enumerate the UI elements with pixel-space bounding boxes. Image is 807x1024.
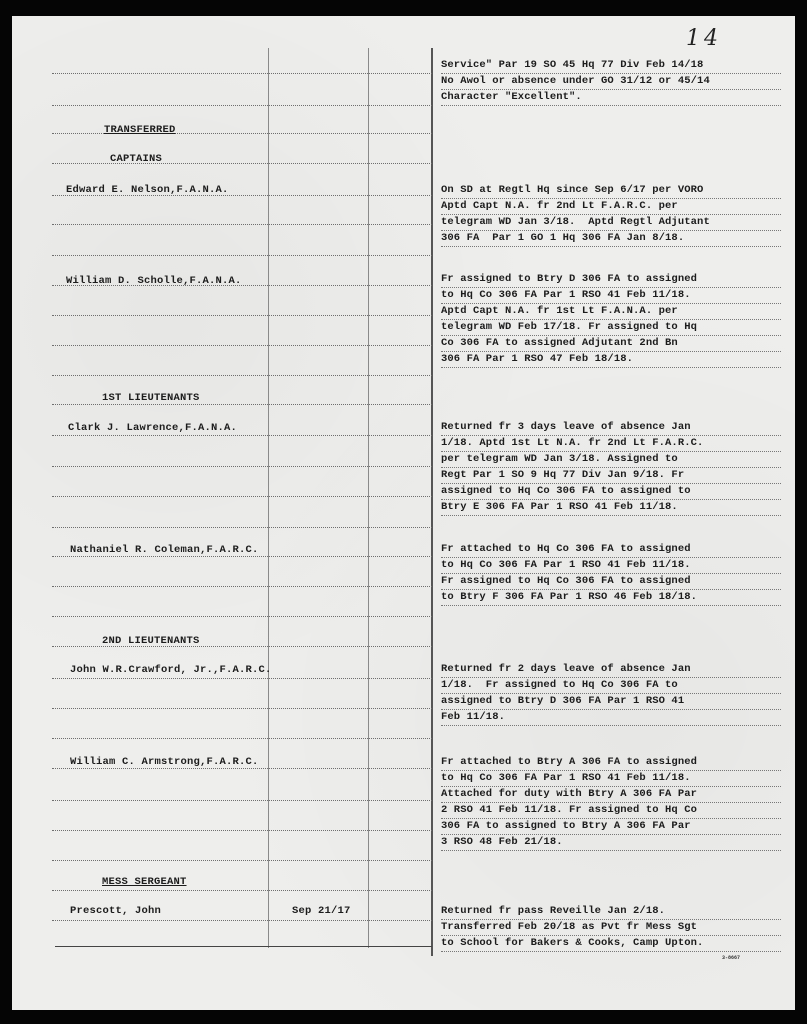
remark-line: Fr assigned to Hq Co 306 FA to assigned xyxy=(441,574,781,590)
ruled-line xyxy=(52,830,432,831)
remark-line: Fr attached to Btry A 306 FA to assigned xyxy=(441,755,781,771)
remark-line: Feb 11/18. xyxy=(441,710,781,726)
column-divider-name xyxy=(268,48,269,948)
remark-line: Attached for duty with Btry A 306 FA Par xyxy=(441,787,781,803)
remark-line: telegram WD Feb 17/18. Fr assigned to Hq xyxy=(441,320,781,336)
continuation-remarks xyxy=(441,58,781,106)
ruled-line xyxy=(52,163,432,164)
remark-line: Co 306 FA to assigned Adjutant 2nd Bn xyxy=(441,336,781,352)
remark-line: 306 FA Par 1 GO 1 Hq 306 FA Jan 8/18. xyxy=(441,231,781,247)
remark-line: On SD at Regtl Hq since Sep 6/17 per VORO xyxy=(441,183,781,199)
ruled-line xyxy=(52,496,432,497)
ruled-line xyxy=(52,800,432,801)
remark-line: No Awol or absence under GO 31/12 or 45/14 xyxy=(441,74,781,90)
ruled-line xyxy=(52,73,432,74)
officer-remarks xyxy=(441,755,781,851)
remark-line: telegram WD Jan 3/18. Aptd Regtl Adjutant xyxy=(441,215,781,231)
remark-line: Aptd Capt N.A. fr 1st Lt F.A.N.A. per xyxy=(441,304,781,320)
officer-remarks xyxy=(441,420,781,516)
remark-line: Transferred Feb 20/18 as Pvt fr Mess Sgt xyxy=(441,920,781,936)
remark-line: Fr attached to Hq Co 306 FA to assigned xyxy=(441,542,781,558)
officer-name: Nathaniel R. Coleman,F.A.R.C. xyxy=(70,544,259,556)
form-number: 3-8667 xyxy=(722,955,741,961)
section-heading-first-lieutenants: 1ST LIEUTENANTS xyxy=(102,392,200,404)
enlistment-date: Sep 21/17 xyxy=(292,905,351,917)
ruled-line xyxy=(52,890,432,891)
sergeant-name: Prescott, John xyxy=(70,905,162,917)
remark-line: to Hq Co 306 FA Par 1 RSO 41 Feb 11/18. xyxy=(441,288,781,304)
officer-remarks xyxy=(441,272,781,368)
ruled-line xyxy=(52,586,432,587)
remark-line: per telegram WD Jan 3/18. Assigned to xyxy=(441,452,781,468)
remark-line: to Hq Co 306 FA Par 1 RSO 41 Feb 11/18. xyxy=(441,771,781,787)
ruled-line xyxy=(52,466,432,467)
officer-name: William C. Armstrong,F.A.R.C. xyxy=(70,756,259,768)
remark-line: Fr assigned to Btry D 306 FA to assigned xyxy=(441,272,781,288)
remark-line: Returned fr 3 days leave of absence Jan xyxy=(441,420,781,436)
ruled-line xyxy=(52,345,432,346)
ruled-line xyxy=(52,527,432,528)
officer-remarks xyxy=(441,183,781,247)
remark-line: Returned fr pass Reveille Jan 2/18. xyxy=(441,904,781,920)
remark-line: Character "Excellent". xyxy=(441,90,781,106)
remark-line: to Hq Co 306 FA Par 1 RSO 41 Feb 11/18. xyxy=(441,558,781,574)
officer-remarks xyxy=(441,662,781,726)
ruled-line xyxy=(52,678,432,679)
remark-line: 2 RSO 41 Feb 11/18. Fr assigned to Hq Co xyxy=(441,803,781,819)
officer-name: William D. Scholle,F.A.N.A. xyxy=(66,275,242,287)
remark-line: 306 FA to assigned to Btry A 306 FA Par xyxy=(441,819,781,835)
ruled-line xyxy=(52,860,432,861)
ruled-line xyxy=(52,738,432,739)
ruled-line xyxy=(52,616,432,617)
remark-line: 306 FA Par 1 RSO 47 Feb 18/18. xyxy=(441,352,781,368)
sergeant-remarks xyxy=(441,904,781,952)
ruled-line xyxy=(52,224,432,225)
officer-remarks xyxy=(441,542,781,606)
column-divider-remarks xyxy=(431,48,433,956)
page-number: 14 xyxy=(686,26,722,51)
remark-line: 3 RSO 48 Feb 21/18. xyxy=(441,835,781,851)
remark-line: 1/18. Aptd 1st Lt N.A. fr 2nd Lt F.A.R.C. xyxy=(441,436,781,452)
ruled-line xyxy=(52,315,432,316)
closing-rule xyxy=(55,946,432,947)
column-divider-date xyxy=(368,48,369,948)
ruled-line xyxy=(52,708,432,709)
ruled-line xyxy=(52,255,432,256)
remark-line: assigned to Hq Co 306 FA to assigned to xyxy=(441,484,781,500)
ruled-line xyxy=(52,375,432,376)
remark-line: assigned to Btry D 306 FA Par 1 RSO 41 xyxy=(441,694,781,710)
remark-line: Returned fr 2 days leave of absence Jan xyxy=(441,662,781,678)
remark-line: 1/18. Fr assigned to Hq Co 306 FA to xyxy=(441,678,781,694)
section-heading-mess-sergeant: MESS SERGEANT xyxy=(102,876,187,888)
section-heading-second-lieutenants: 2ND LIEUTENANTS xyxy=(102,635,200,647)
remark-line: to Btry F 306 FA Par 1 RSO 46 Feb 18/18. xyxy=(441,590,781,606)
remark-line: Btry E 306 FA Par 1 RSO 41 Feb 11/18. xyxy=(441,500,781,516)
officer-name: Edward E. Nelson,F.A.N.A. xyxy=(66,184,229,196)
remark-line: to School for Bakers & Cooks, Camp Upton. xyxy=(441,936,781,952)
section-heading-captains: CAPTAINS xyxy=(110,153,163,165)
remark-line: Aptd Capt N.A. fr 2nd Lt F.A.R.C. per xyxy=(441,199,781,215)
officer-name: Clark J. Lawrence,F.A.N.A. xyxy=(68,422,238,434)
section-heading-transferred: TRANSFERRED xyxy=(104,124,176,136)
remark-line: Service" Par 19 SO 45 Hq 77 Div Feb 14/18 xyxy=(441,58,781,74)
officer-name: John W.R.Crawford, Jr.,F.A.R.C. xyxy=(70,664,272,676)
ruled-line xyxy=(52,920,432,921)
ruled-line xyxy=(52,105,432,106)
remark-line: Regt Par 1 SO 9 Hq 77 Div Jan 9/18. Fr xyxy=(441,468,781,484)
